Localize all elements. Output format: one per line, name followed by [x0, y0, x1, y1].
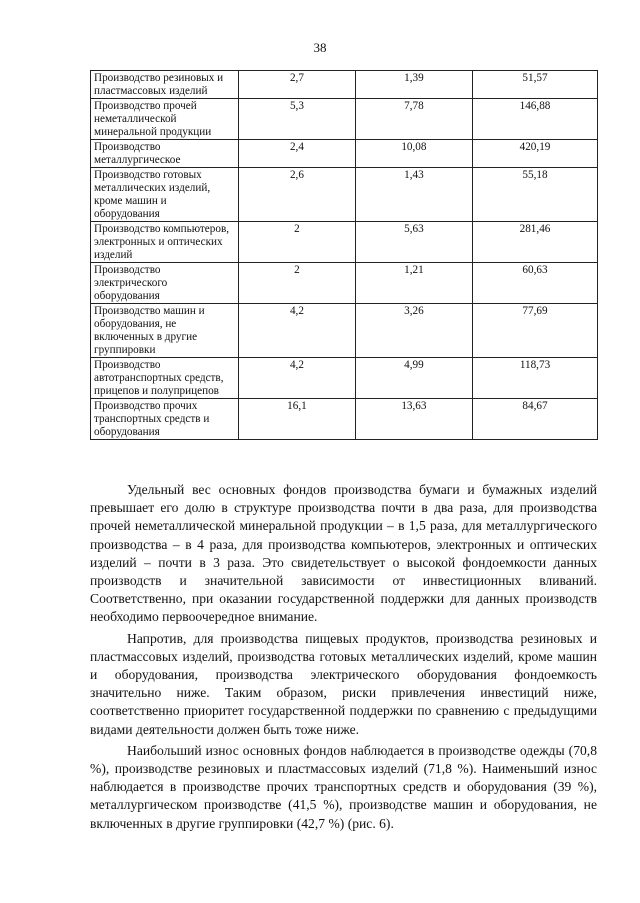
table-cell-value: 4,99	[355, 358, 472, 399]
table-cell-name: Производство готовых металлических изделий, кроме машин и оборудования	[91, 168, 239, 222]
table-row	[91, 358, 598, 399]
table-cell-value: 5,63	[355, 222, 472, 263]
table-cell-value: 2,6	[239, 168, 356, 222]
table-cell-name: Производство прочей неметаллической минеральной продукции	[91, 99, 239, 140]
table-cell-value: 60,63	[473, 263, 598, 304]
table-cell-value: 1,21	[355, 263, 472, 304]
table-cell-value: 3,26	[355, 304, 472, 358]
table-row	[91, 140, 598, 168]
table-cell-name: Производство машин и оборудования, не включенных в другие группировки	[91, 304, 239, 358]
table-cell-value: 2,7	[239, 71, 356, 99]
table-cell-name: Производство автотранспортных средств, прицепов и полуприцепов	[91, 358, 239, 399]
paragraph: Удельный вес основных фондов производства бумаги и бумажных изделий превышает его долю в структуре производства почти в два раза, для производства прочей неметаллической минеральной продукции – в 1,5 раза, для металлургического производства – в 4 раза, для производства компьютеров, электронных и оптических изделий – почти в 3 раза. Это свидетельствует о высокой фондоемкости данных производств и значительной зависимости от инвестиционных вливаний. Соответственно, при оказании государственной поддержки для данных производств необходимо первоочередное внимание.	[90, 482, 597, 625]
table-cell-value: 4,2	[239, 358, 356, 399]
table-row	[91, 263, 598, 304]
table-cell-value: 55,18	[473, 168, 598, 222]
table-row	[91, 168, 598, 222]
table-row	[91, 71, 598, 99]
table-cell-value: 2	[239, 222, 356, 263]
table-cell-value: 146,88	[473, 99, 598, 140]
table-cell-value: 10,08	[355, 140, 472, 168]
table-cell-value: 2	[239, 263, 356, 304]
table-cell-name: Производство компьютеров, электронных и оптических изделий	[91, 222, 239, 263]
table-body	[91, 71, 598, 440]
table-cell-value: 118,73	[473, 358, 598, 399]
table-cell-name: Производство прочих транспортных средств и оборудования	[91, 399, 239, 440]
table-cell-value: 77,69	[473, 304, 598, 358]
table-cell-value: 281,46	[473, 222, 598, 263]
table-cell-value: 1,43	[355, 168, 472, 222]
table-cell-value: 51,57	[473, 71, 598, 99]
table-row	[91, 222, 598, 263]
paragraph: Напротив, для производства пищевых продуктов, производства резиновых и пластмассовых изделий, производства готовых металлических изделий, кроме машин и оборудования, производства электрического оборудования фондоемкость значительно ниже. Таким образом, риски привлечения инвестиций ниже, соответственно приоритет государственной поддержки по сравнению с предыдущими видами деятельности должен быть тоже ниже.	[90, 630, 597, 737]
table-row	[91, 99, 598, 140]
page-number: 38	[313, 40, 327, 55]
table-cell-value: 5,3	[239, 99, 356, 140]
paragraph: Наибольший износ основных фондов наблюдается в производстве одежды (70,8 %), производстве резиновых и пластмассовых изделий (71,8 %). Наименьший износ наблюдается в производстве прочих транспортных средств и оборудования (39 %), металлургическом производстве (41,5 %), производстве машин и оборудования, не включенных в другие группировки (42,7 %) (рис. 6).	[90, 742, 597, 831]
table-cell-value: 4,2	[239, 304, 356, 358]
table-cell-name: Производство электрического оборудования	[91, 263, 239, 304]
table-row	[91, 304, 598, 358]
table-cell-name: Производство металлургическое	[91, 140, 239, 168]
table-cell-value: 7,78	[355, 99, 472, 140]
table-row	[91, 399, 598, 440]
body-text	[90, 481, 597, 836]
table-cell-value: 420,19	[473, 140, 598, 168]
data-table	[90, 70, 598, 440]
table-cell-value: 2,4	[239, 140, 356, 168]
table-cell-value: 1,39	[355, 71, 472, 99]
table-cell-name: Производство резиновых и пластмассовых изделий	[91, 71, 239, 99]
table-cell-value: 16,1	[239, 399, 356, 440]
table-cell-value: 13,63	[355, 399, 472, 440]
table-cell-value: 84,67	[473, 399, 598, 440]
